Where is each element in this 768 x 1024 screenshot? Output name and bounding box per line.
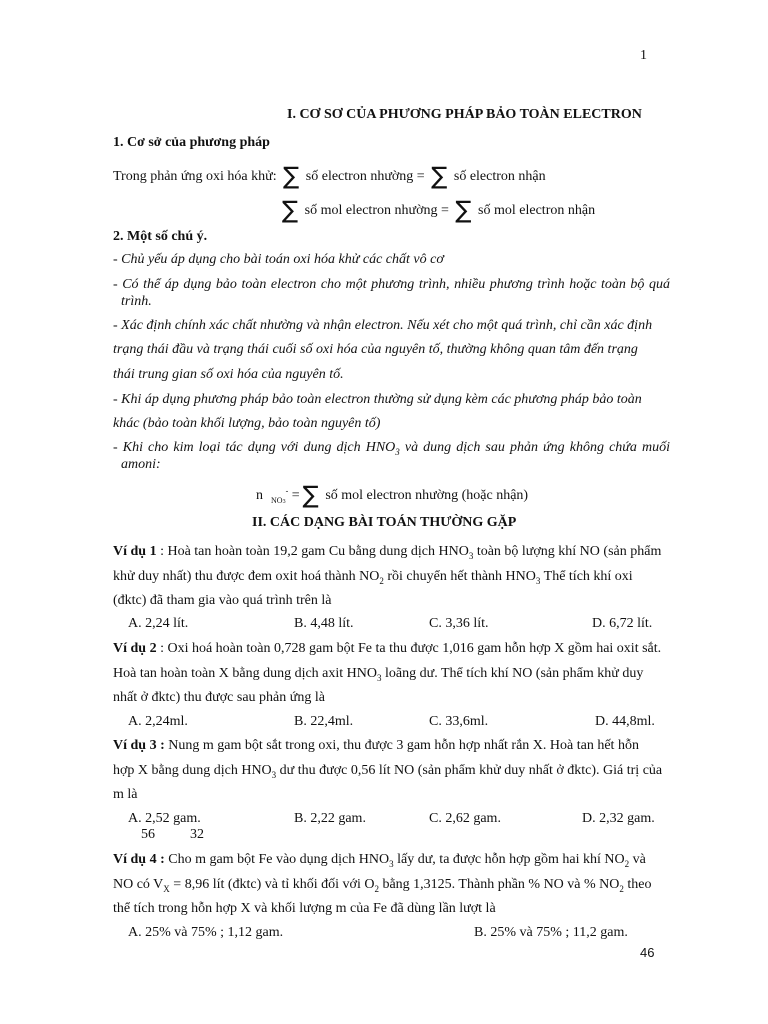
note-line: khác (bảo toàn khối lượng, bảo toàn nguyên tố) — [113, 416, 381, 431]
text: Thể tích khí oxi — [540, 569, 633, 584]
example-4-line: thể tích trong hỗn hợp X và khối lượng m của Fe đã dùng lần lượt là — [113, 901, 496, 916]
subscript: 2 — [379, 575, 384, 586]
note-line: thái trung gian số oxi hóa của nguyên tố. — [113, 367, 344, 382]
example-label: Ví dụ 1 — [113, 544, 157, 559]
note-line: trạng thái đầu và trạng thái cuối số oxi hóa của nguyên tố, thường không quan tâm đến trạng — [113, 342, 638, 357]
text: = 8,96 lít (đktc) và tỉ khối đối với O — [169, 877, 375, 892]
text: rồi chuyển hết thành HNO — [383, 569, 536, 584]
subscript: X — [163, 883, 170, 894]
page-number-bottom: 46 — [640, 945, 655, 960]
note-line: - Xác định chính xác chất nhường và nhận electron. Nếu xét cho một quá trình, chỉ cần xác định — [113, 318, 653, 333]
subscript: 2 — [619, 883, 624, 894]
formula-prefix: Trong phản ứng oxi hóa khử: — [113, 169, 277, 184]
formula-left: số mol electron nhường = — [304, 203, 449, 218]
text: Hoà tan hoàn toàn X bằng dung dịch axit HNO — [113, 666, 377, 681]
subscript: 3 — [377, 672, 382, 683]
option-a[interactable]: A. 2,24 lít. — [128, 616, 189, 631]
subscript: NO — [271, 495, 283, 505]
option-d[interactable]: D. 6,72 lít. — [592, 616, 653, 631]
note-line: - Khi áp dụng phương pháp bảo toàn electron thường sử dụng kèm các phương pháp bảo toàn — [113, 392, 642, 407]
text: toàn bộ lượng khí NO (sản phẩm — [473, 544, 662, 559]
example-3-line — [113, 737, 639, 755]
example-1-line — [113, 543, 661, 561]
text: loãng dư. Thể tích khí NO (sản phẩm khử duy — [381, 666, 644, 681]
example-4-line — [113, 851, 646, 869]
example-3-line — [113, 762, 662, 780]
subscript: 3 — [468, 550, 474, 561]
subscript: 3 — [282, 498, 286, 505]
example-label: Ví dụ 4 : — [113, 852, 165, 867]
text: : Hoà tan hoàn toàn 19,2 gam Cu bằng dung dịch HNO — [156, 544, 469, 559]
sigma-icon: ∑ — [283, 162, 300, 190]
note-paragraph: - Có thể áp dụng bảo toàn electron cho một phương trình, nhiều phương trình hoặc toàn bộ quá trình. — [113, 277, 670, 309]
example-2-line — [113, 665, 643, 683]
heading-basis: 1. Cơ sở của phương pháp — [113, 135, 270, 150]
option-b[interactable]: B. 22,4ml. — [294, 714, 354, 729]
formula-n: n — [256, 488, 263, 503]
option-b[interactable]: B. 2,22 gam. — [294, 811, 366, 826]
text: Cho m gam bột Fe vào dụng dịch HNO — [164, 852, 390, 867]
option-a[interactable]: A. 2,24ml. — [128, 714, 188, 729]
option-a[interactable]: A. 25% và 75% ; 1,12 gam. — [128, 925, 284, 940]
note-paragraph — [113, 439, 670, 473]
formula-right: số mol electron nhận — [478, 203, 596, 218]
text: dư thu được 0,56 lít NO (sản phẩm khử duy nhất ở đktc). Giá trị của — [276, 763, 663, 778]
formula-electron-balance — [113, 164, 546, 188]
formula-text: số mol electron nhường (hoặc nhận) — [325, 488, 529, 503]
sigma-icon: ∑ — [282, 196, 299, 224]
text: theo — [623, 877, 652, 892]
text: hợp X bằng dung dịch HNO — [113, 763, 272, 778]
section-1-title: I. CƠ SƠ CỦA PHƯƠNG PHÁP BẢO TOÀN ELECTRON — [287, 107, 642, 122]
example-2-line: nhất ở đktc) thu được sau phản ứng là — [113, 690, 325, 705]
text: : Oxi hoá hoàn toàn 0,728 gam bột Fe ta thu được 1,016 gam hỗn hợp X gồm hai oxit sắt. — [156, 641, 662, 656]
option-c[interactable]: C. 33,6ml. — [429, 714, 489, 729]
subscript: 2 — [624, 858, 630, 869]
option-b[interactable]: B. 25% và 75% ; 11,2 gam. — [474, 925, 628, 940]
sigma-icon: ∑ — [455, 196, 472, 224]
option-c[interactable]: C. 2,62 gam. — [429, 811, 501, 826]
formula-mol-balance — [279, 198, 595, 222]
text: và — [629, 852, 646, 867]
note-text: - Khi cho kim loại tác dụng với dung dịch HNO — [113, 440, 396, 455]
note-text: và dung dịch sau phản ứng không chứa muối amoni: — [121, 440, 671, 472]
option-d[interactable]: D. 44,8ml. — [595, 714, 655, 729]
text: Nung m gam bột sắt trong oxi, thu được 3 gam hỗn hợp nhất rắn X. Hoà tan hết hỗn — [164, 738, 639, 753]
stray-numbers: 56 32 — [141, 827, 204, 842]
subscript: 2 — [374, 883, 379, 894]
option-b[interactable]: B. 4,48 lít. — [294, 616, 354, 631]
option-c[interactable]: C. 3,36 lít. — [429, 616, 489, 631]
subscript: 3 — [389, 858, 394, 869]
heading-notes: 2. Một số chú ý. — [113, 229, 208, 244]
subscript: 3 — [395, 446, 400, 457]
subscript: 3 — [535, 575, 541, 586]
formula-left: số electron nhường = — [305, 169, 425, 184]
example-label: Ví dụ 3 : — [113, 738, 165, 753]
page-number-top: 1 — [640, 48, 647, 63]
formula-eq: = — [291, 488, 300, 503]
example-2-line — [113, 640, 661, 658]
text: bằng 1,3125. Thành phần % NO và % NO — [378, 877, 620, 892]
example-3-line: m là — [113, 787, 138, 802]
example-1-line — [113, 568, 633, 586]
subscript: 3 — [271, 769, 277, 780]
sigma-icon: ∑ — [302, 481, 319, 509]
option-d[interactable]: D. 2,32 gam. — [582, 811, 655, 826]
formula-no3 — [256, 483, 528, 507]
text: NO có V — [113, 877, 164, 892]
note-line: - Chủ yếu áp dụng cho bài toán oxi hóa khử các chất vô cơ — [113, 252, 444, 267]
formula-right: số electron nhận — [453, 169, 546, 184]
sigma-icon: ∑ — [431, 162, 448, 190]
superscript: - — [285, 486, 289, 496]
text: lấy dư, ta được hỗn hợp gồm hai khí NO — [393, 852, 625, 867]
example-label: Ví dụ 2 — [113, 641, 157, 656]
example-4-line — [113, 876, 652, 894]
text: khử duy nhất) thu được đem oxit hoá thành NO — [113, 569, 380, 584]
section-2-title: II. CÁC DẠNG BÀI TOÁN THƯỜNG GẶP — [252, 515, 517, 530]
example-1-line: (đktc) đã tham gia vào quá trình trên là — [113, 593, 332, 608]
option-a[interactable]: A. 2,52 gam. — [128, 811, 201, 826]
